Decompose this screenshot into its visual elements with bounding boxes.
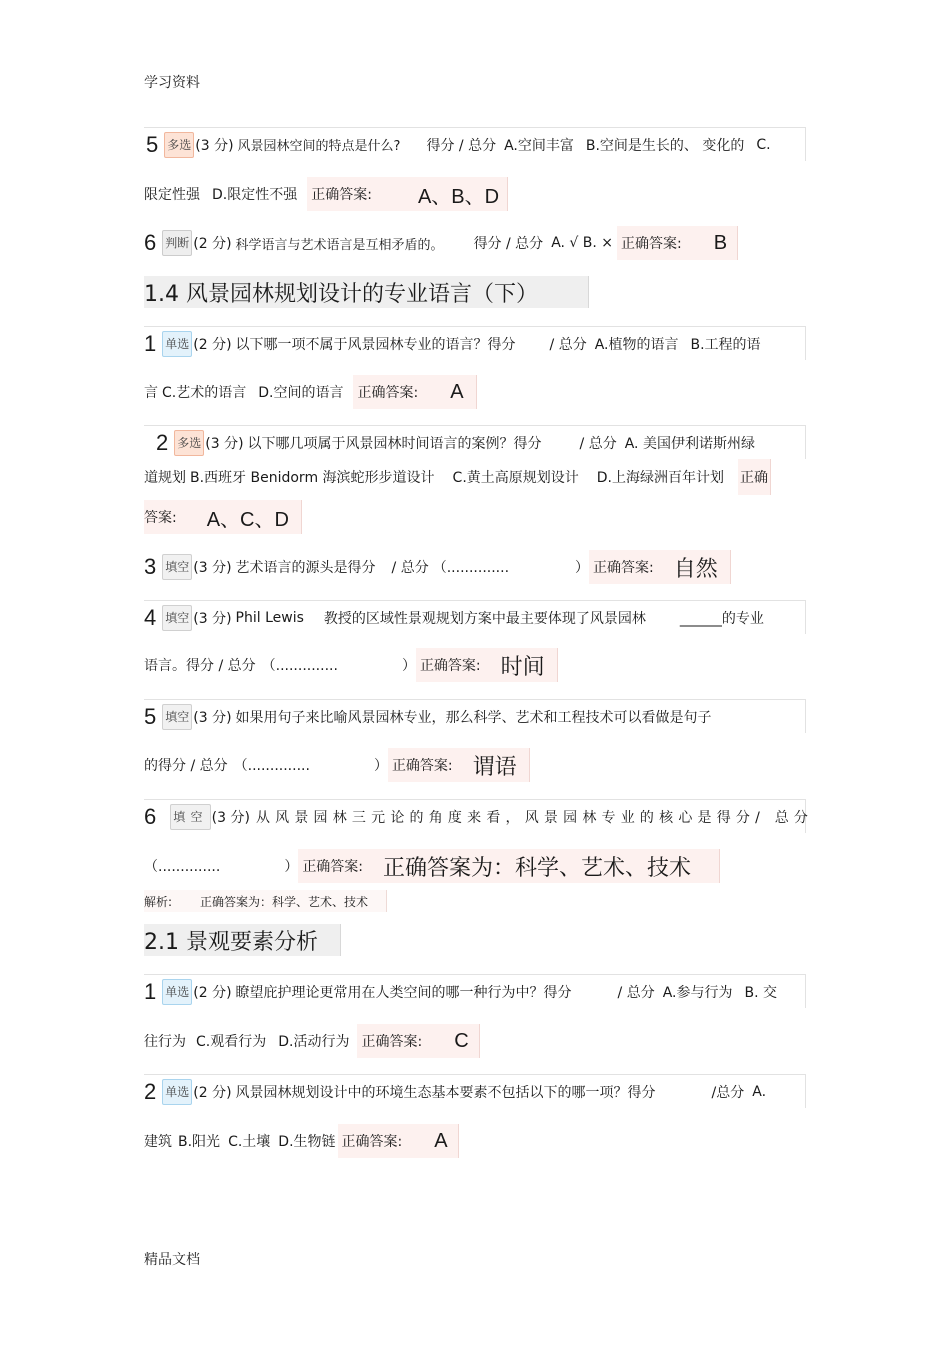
question-number: 1 <box>144 330 157 356</box>
section-title-2-1: 2.1 景观要素分析 <box>144 924 341 956</box>
answer-box <box>307 177 508 211</box>
question-6-line2 <box>144 849 720 883</box>
question-text-name: Phil Lewis <box>235 609 304 626</box>
option-a: A. <box>752 1083 767 1100</box>
answer-value: A <box>450 380 464 403</box>
question-number: 4 <box>144 604 157 630</box>
single-choice-tag: 单选 <box>162 331 192 357</box>
option-a: A.植物的语言 <box>594 336 679 353</box>
score-text: 得分 / 总分 <box>473 236 544 252</box>
options: A. √ B. × <box>551 235 614 251</box>
answer-box <box>617 226 738 260</box>
question-text: 如果用句子来比喻风景园林专业，那么科学、艺术和工程技术可以看做是句子 <box>235 709 712 726</box>
answer-box <box>388 748 530 782</box>
question-2-line3 <box>144 500 302 534</box>
answer-value: A <box>434 1129 448 1152</box>
multi-choice-tag: 多选 <box>174 430 204 456</box>
close-paren: ） <box>284 859 299 875</box>
option-d: D.生物链 <box>278 1134 336 1150</box>
answer-value: 自然 <box>673 555 718 581</box>
question-number: 2 <box>144 1078 157 1104</box>
question-text: 从风景园林三元论的角度来看，风景园林专业的核心是得分/ 总分 <box>255 809 814 826</box>
answer-label-part1: 正确 <box>738 459 771 495</box>
answer-label: 正确答案: <box>621 236 682 252</box>
question-1-single <box>144 326 806 360</box>
close-paren: ） <box>401 658 416 674</box>
question-points: (3 分) <box>193 560 232 576</box>
option-b-tail: 往行为 <box>144 1034 186 1050</box>
question-text: 科学语言与艺术语言是互相矛盾的。 <box>235 237 444 253</box>
answer-label: 正确答案: <box>341 1134 403 1150</box>
answer-label: 正确答案: <box>311 187 372 203</box>
fill-blank-tag: 填空 <box>162 704 192 730</box>
question-2-1-2-single <box>144 1074 806 1108</box>
option-b-tail: 言 <box>144 385 158 401</box>
question-number: 6 <box>144 230 157 255</box>
close-paren: ） <box>373 758 388 774</box>
answer-label: 正确答案: <box>419 658 481 674</box>
answer-value: B <box>713 231 728 254</box>
question-text-tail: 语言。得分 / 总分 <box>144 658 256 674</box>
blank-placeholder: （.............. <box>144 859 221 875</box>
total-text: / 总分 <box>579 435 617 452</box>
question-text: 瞭望庇护理论更常用在人类空间的哪一种行为中？得分 <box>235 984 572 1001</box>
judge-tag: 判断 <box>162 230 192 256</box>
answer-label: 正确答案: <box>302 859 364 875</box>
question-2-1-1-line2 <box>144 1024 480 1058</box>
question-2-1-2-line2 <box>144 1124 459 1158</box>
page-header: 学习资料 <box>144 75 200 91</box>
question-text-tail: 的得分 / 总分 <box>144 758 228 774</box>
question-6-fill <box>144 799 814 833</box>
blank-placeholder: （.............. <box>432 560 510 576</box>
question-points: (3 分) <box>195 137 234 154</box>
question-text: 以下哪一项不属于风景园林专业的语言？得分 <box>235 336 516 353</box>
question-text: 以下哪几项属于风景园林时间语言的案例？得分 <box>247 435 542 452</box>
option-a: A.参与行为 <box>662 984 733 1001</box>
answer-value: C <box>454 1029 469 1052</box>
question-4-line2 <box>144 648 558 682</box>
question-number: 5 <box>146 131 159 157</box>
question-text: 教授的区域性景观规划方案中最主要体现了风景园林 <box>323 610 646 627</box>
question-points: (3 分) <box>193 610 232 627</box>
answer-label: 正确答案: <box>593 560 654 576</box>
option-a-tail: 道规划 <box>144 470 186 486</box>
question-5-multi <box>144 127 806 161</box>
option-d: D.限定性不强 <box>212 187 298 203</box>
option-d: D.活动行为 <box>278 1034 350 1050</box>
answer-box <box>416 648 558 682</box>
option-a-tail: 建筑 <box>144 1134 172 1150</box>
question-points: (2 分) <box>193 336 232 353</box>
answer-value: 时间 <box>500 653 545 679</box>
question-points: (2 分) <box>193 984 232 1001</box>
option-a: A.空间丰富 <box>504 137 574 154</box>
question-points: (3 分) <box>211 809 250 826</box>
analysis-label: 解析: <box>144 894 173 909</box>
question-6-judge <box>144 226 738 260</box>
question-number: 5 <box>144 703 157 729</box>
answer-box <box>357 1024 479 1058</box>
single-choice-tag: 单选 <box>162 1079 192 1105</box>
option-c: C. <box>756 136 771 153</box>
question-text: 艺术语言的源头是得分 <box>235 560 376 576</box>
page-footer: 精品文档 <box>144 1252 200 1268</box>
section-title-1-4: 1.4 风景园林规划设计的专业语言（下） <box>144 276 589 308</box>
multi-choice-tag: 多选 <box>164 132 194 158</box>
option-b: B.西班牙 Benidorm 海滨蛇形步道设计 <box>190 470 435 486</box>
question-points: (3 分) <box>205 435 244 452</box>
option-a: A. 美国伊利诺斯州绿 <box>624 435 755 452</box>
total-text: / 总分 <box>391 560 429 576</box>
question-2-line2 <box>144 460 806 494</box>
answer-value: A、C、D <box>206 508 289 531</box>
question-number: 3 <box>144 554 157 579</box>
single-choice-tag: 单选 <box>162 979 192 1005</box>
option-d: D.上海绿洲百年计划 <box>596 470 725 486</box>
question-5-line2 <box>144 748 530 782</box>
question-5-fill <box>144 699 806 733</box>
analysis-text: 正确答案为：科学、艺术、技术 <box>200 894 369 909</box>
fill-blank-tag: 填空 <box>162 554 192 580</box>
question-2-1-1-single <box>144 974 806 1008</box>
option-c: C.观看行为 <box>196 1034 267 1050</box>
option-d: D.空间的语言 <box>258 385 344 401</box>
blank-placeholder: （.............. <box>233 758 310 774</box>
blank-placeholder: （.............. <box>261 658 338 674</box>
score-text: 得分 / 总分 <box>426 137 497 154</box>
question-number: 6 <box>144 803 157 829</box>
answer-box <box>589 550 731 584</box>
question-1-line2 <box>144 375 477 409</box>
answer-value: 谓语 <box>472 753 517 779</box>
question-points: (2 分) <box>193 236 232 252</box>
fill-blank-tag: 填空 <box>162 605 192 631</box>
question-text: 风景园林空间的特点是什么? <box>237 139 401 154</box>
question-3-fill <box>144 550 731 584</box>
answer-value: A、B、D <box>417 185 500 208</box>
option-b: B.工程的语 <box>690 336 761 353</box>
option-c-text: 限定性强 <box>144 187 200 203</box>
analysis-box <box>144 890 387 912</box>
option-b: B. 交 <box>744 984 778 1001</box>
question-number: 2 <box>156 429 169 455</box>
option-c: C.艺术的语言 <box>162 385 247 401</box>
option-b: B.阳光 <box>178 1134 221 1150</box>
question-text: 风景园林规划设计中的环境生态基本要素不包括以下的哪一项？得分 <box>235 1084 656 1101</box>
question-5-line2 <box>144 177 508 211</box>
answer-box <box>338 1124 459 1158</box>
answer-box <box>353 375 476 409</box>
answer-label: 正确答案: <box>391 758 453 774</box>
total-text: / 总分 <box>549 336 587 353</box>
answer-value: 正确答案为：科学、艺术、技术 <box>383 855 692 881</box>
answer-label: 正确答案: <box>357 385 419 401</box>
close-paren: ） <box>575 560 590 576</box>
total-text: / 总分 <box>617 984 655 1001</box>
option-c: C.黄土高原规划设计 <box>452 470 579 486</box>
answer-box <box>298 849 720 883</box>
fill-blank-tag: 填空 <box>170 804 210 830</box>
question-4-fill <box>144 600 806 634</box>
answer-box <box>144 500 302 534</box>
question-points: (2 分) <box>193 1084 232 1101</box>
question-points: (3 分) <box>193 709 232 726</box>
option-c: C.土壤 <box>228 1134 271 1150</box>
option-b: B.空间是生长的、 变化的 <box>585 137 745 154</box>
question-2-multi <box>144 425 806 459</box>
blank-line: ______的专业 <box>679 610 764 627</box>
answer-label: 正确答案: <box>361 1034 423 1050</box>
question-number: 1 <box>144 978 157 1004</box>
total-text: /总分 <box>711 1084 745 1101</box>
answer-label-part2: 答案: <box>144 510 177 526</box>
